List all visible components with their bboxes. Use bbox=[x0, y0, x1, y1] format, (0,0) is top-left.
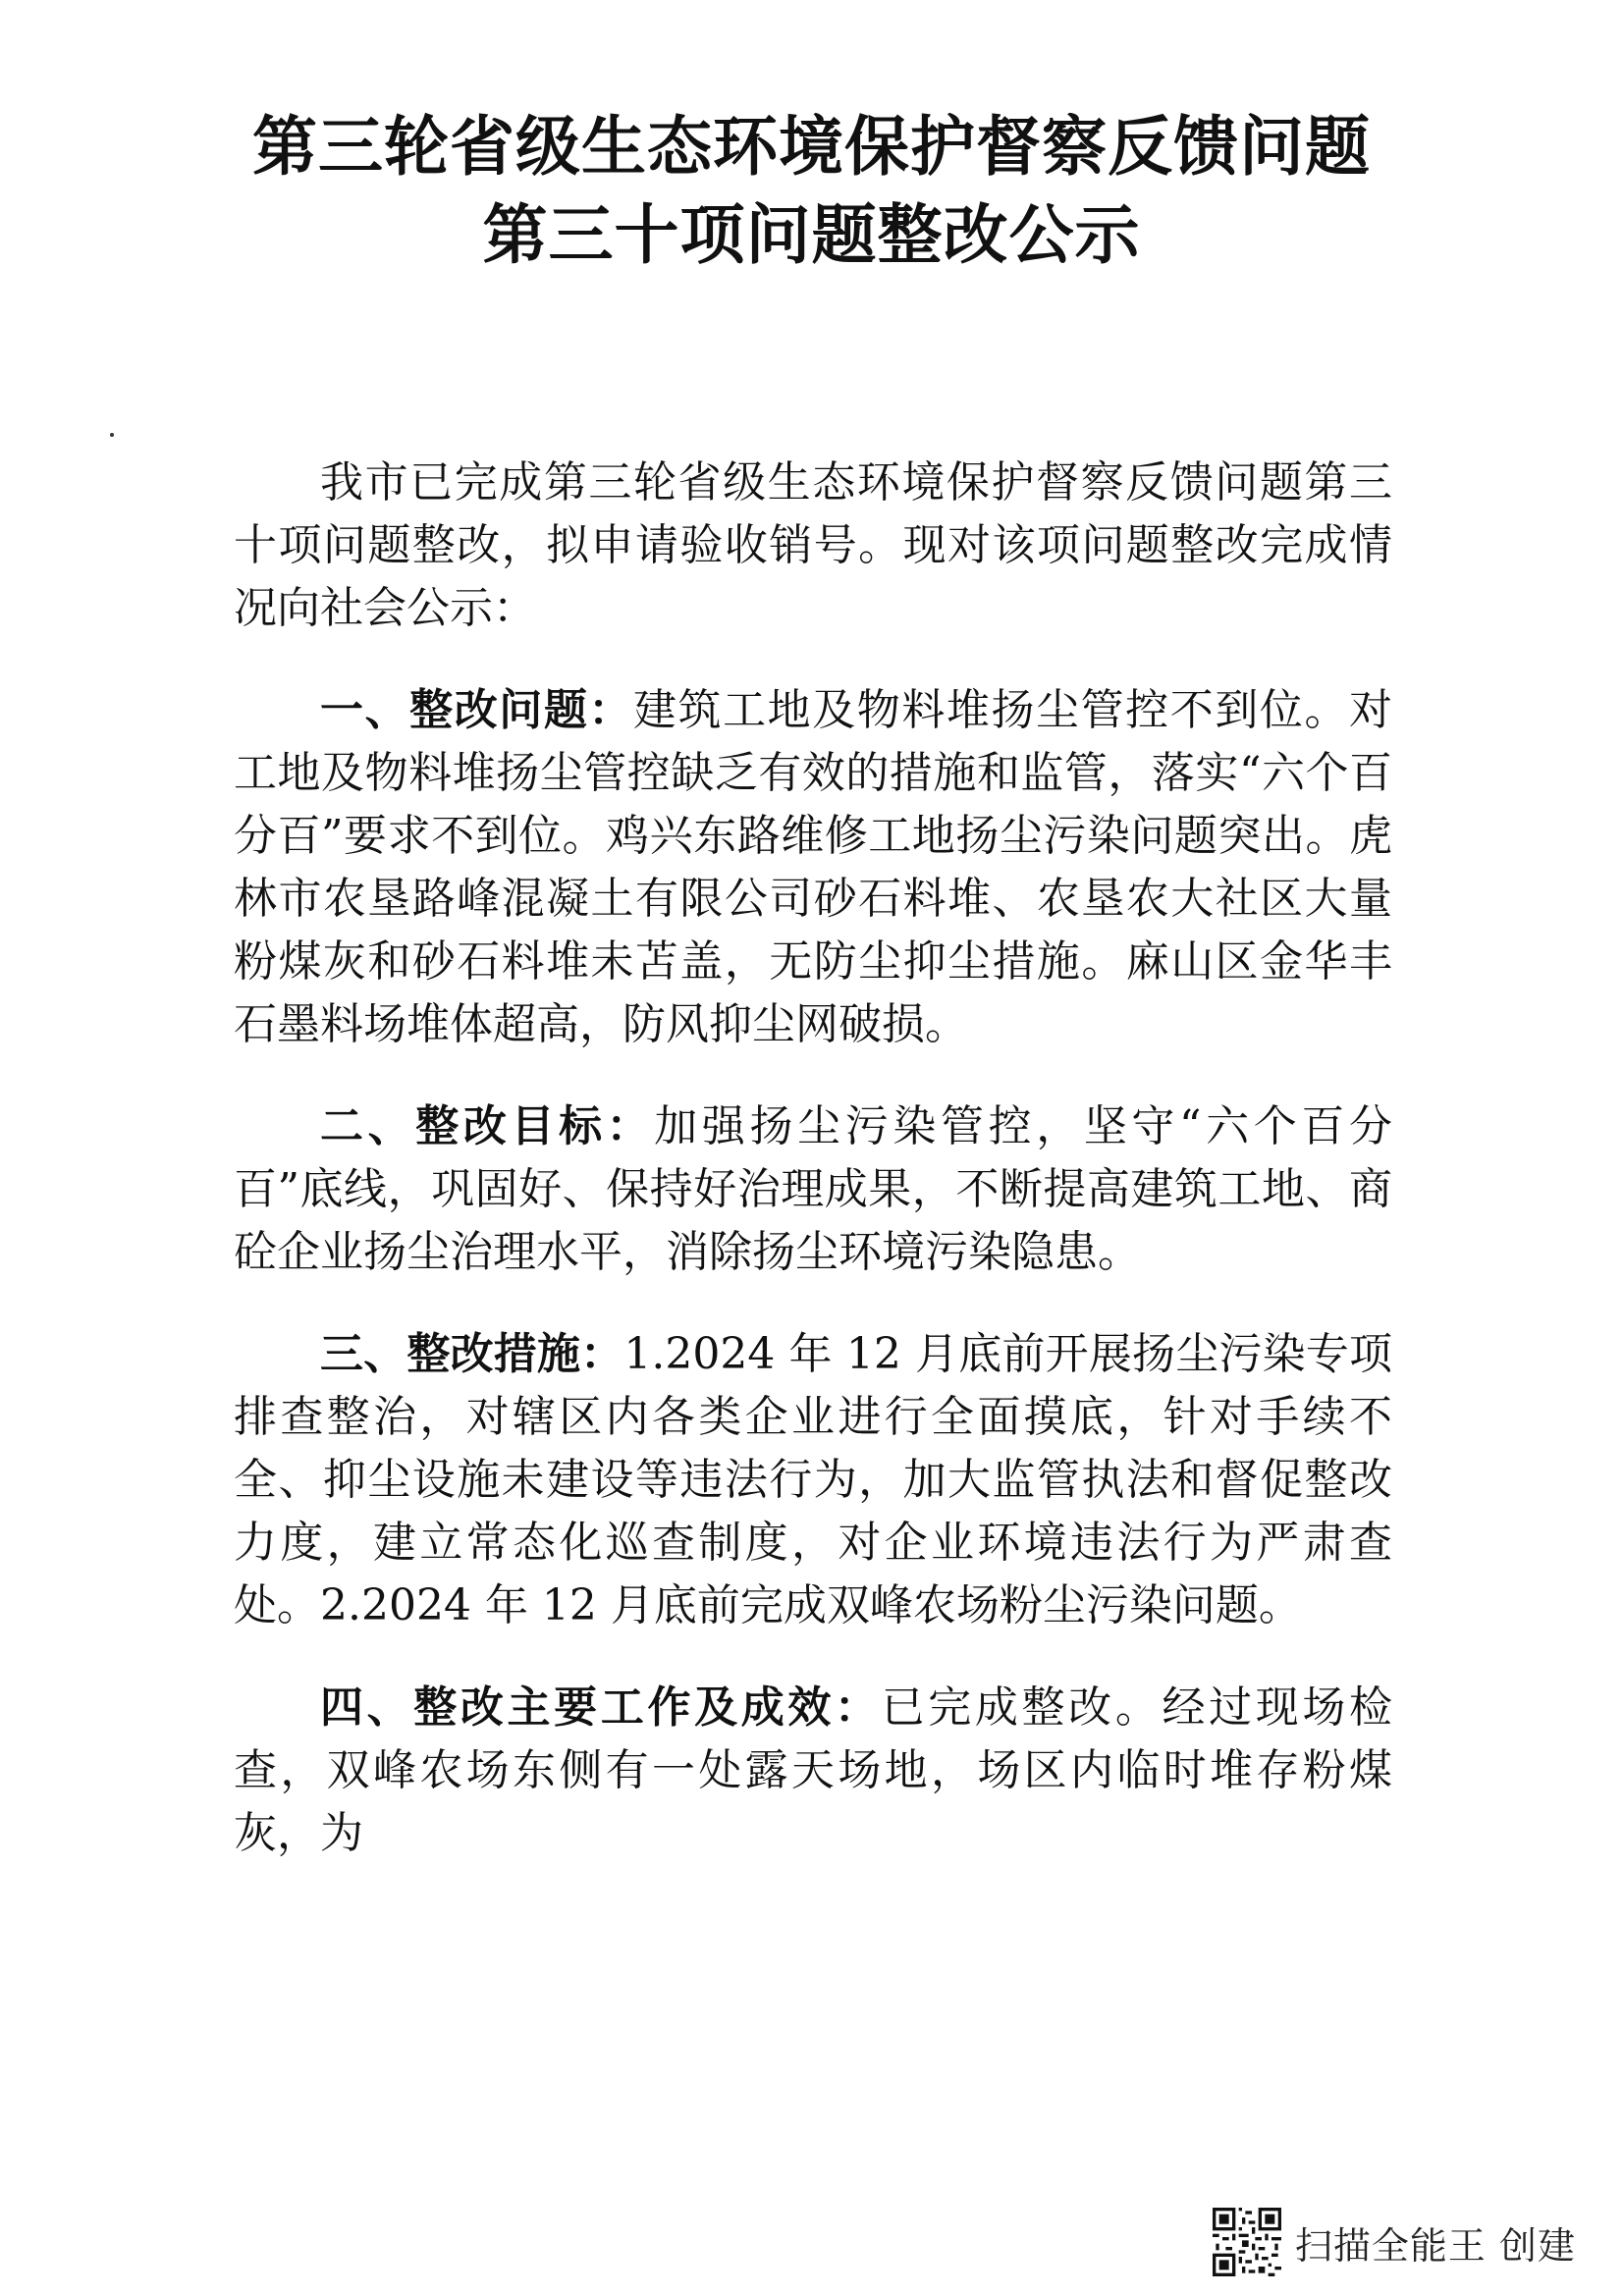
scanner-watermark bbox=[1213, 2208, 1576, 2276]
section-problem-text: 建筑工地及物料堆扬尘管控不到位。对工地及物料堆扬尘管控缺乏有效的措施和监管，落实“六个百分百”要求不到位。鸡兴东路维修工地扬尘污染问题突出。虎林市农垦路峰混凝土有限公司砂石料堆、农垦农大社区大量粉煤灰和砂石料堆未苫盖，无防尘抑尘措施。麻山区金华丰石墨料场堆体超高，防风抑尘网破损。 bbox=[234, 685, 1393, 1049]
section-measures bbox=[234, 1323, 1392, 1637]
section-measures-text: 1.2024 年 12 月底前开展扬尘污染专项排查整治，对辖区内各类企业进行全面摸底，针对手续不全、抑尘设施未建设等违法行为，加大监管执法和督促整改力度，建立常态化巡查制度，对企业环境违法行为严肃查处。2.2024 年 12 月底前完成双峰农场粉尘污染问题。 bbox=[234, 1329, 1393, 1630]
page-title-line-2: 第三十项问题整改公示 bbox=[482, 197, 1141, 273]
intro-paragraph: 我市已完成第三轮省级生态环境保护督察反馈问题第三十项问题整改，拟申请验收销号。现对该项问题整改完成情况向社会公示： bbox=[234, 457, 1392, 633]
scan-speck bbox=[110, 433, 114, 437]
section-goal bbox=[234, 1095, 1392, 1284]
section-results bbox=[234, 1677, 1392, 1865]
section-problem bbox=[234, 679, 1392, 1056]
watermark-text: 扫描全能王 创建 bbox=[1294, 2223, 1576, 2268]
page-title-line-1: 第三轮省级生态环境保护督察反馈问题 bbox=[252, 109, 1371, 185]
document-body bbox=[234, 452, 1392, 1865]
section-results-heading: 四、整改主要工作及成效： bbox=[320, 1682, 882, 1733]
section-measures-heading: 三、整改措施： bbox=[320, 1329, 624, 1379]
section-results-text: 已完成整改。经过现场检查，双峰农场东侧有一处露天场地，场区内临时堆存粉煤灰，为 bbox=[234, 1682, 1393, 1858]
section-problem-heading: 一、整改问题： bbox=[320, 685, 633, 735]
section-goal-text: 加强扬尘污染管控，坚守“六个百分百”底线，巩固好、保持好治理成果，不断提高建筑工地、商砼企业扬尘治理水平，消除扬尘环境污染隐患。 bbox=[234, 1101, 1392, 1277]
qr-code-icon bbox=[1213, 2208, 1281, 2276]
section-goal-heading: 二、整改目标： bbox=[320, 1101, 655, 1151]
